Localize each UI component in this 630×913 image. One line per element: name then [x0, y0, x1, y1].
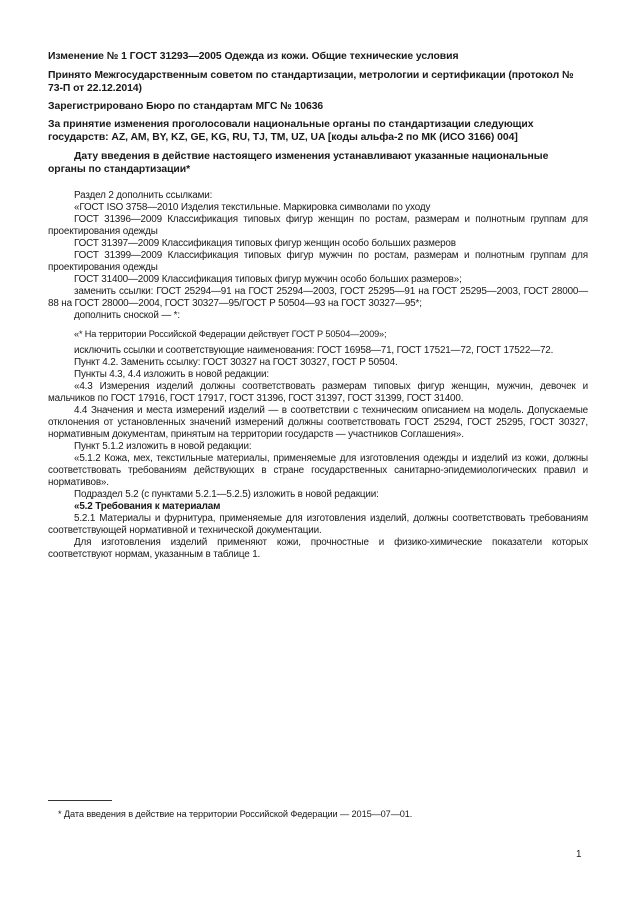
paragraph: 5.2.1 Материалы и фурнитура, применяемые для изготовления изделий, должны соответствовать требованиям соответствующей нормативной и технической документации.	[48, 513, 588, 537]
footnote-insert: «* На территории Российской Федерации действует ГОСТ Р 50504—2009»;	[74, 328, 387, 339]
footnote-divider	[48, 800, 112, 801]
document-title: Изменение № 1 ГОСТ 31293—2005 Одежда из кожи. Общие технические условия	[48, 51, 459, 62]
paragraph: «ГОСТ ISO 3758—2010 Изделия текстильные. Маркировка символами по уходу	[74, 202, 431, 214]
registration-info: Зарегистрировано Бюро по стандартам МГС № 10636	[48, 101, 324, 112]
paragraph: «5.1.2 Кожа, мех, текстильные материалы, применяемые для изготовления одежды и изделий из кожи, должны соответствовать требованиям действующих в стране государственных санитарно-эпидемиологических правил и нормативов».	[48, 452, 588, 489]
paragraph: ГОСТ 31400—2009 Классификация типовых фигур мужчин особо больших размеров»;	[74, 274, 462, 286]
effective-date-note: Дату введения в действие настоящего изменения устанавливают указанные национальные органы по стандартизации*	[48, 151, 549, 176]
paragraph: «4.3 Измерения изделий должны соответствовать размерам типовых фигур женщин, мужчин, девочек и мальчиков по ГОСТ 17916, ГОСТ 17917, ГОСТ 31396, ГОСТ 31397, ГОСТ 31399, ГОСТ 31400.	[48, 380, 588, 404]
paragraph: ГОСТ 31396—2009 Классификация типовых фигур женщин по ростам, размерам и полнотным группам для проектирования одежды	[48, 214, 588, 238]
paragraph: Для изготовления изделий применяют кожи, прочностные и физико-химические показатели которых соответствуют нормам, указанным в таблице 1.	[48, 537, 588, 561]
adoption-info: Принято Межгосударственным советом по стандартизации, метрологии и сертификации (протокол № 73-П от 22.12.2014)	[48, 70, 574, 95]
paragraph: Пункт 5.1.2 изложить в новой редакции:	[74, 440, 252, 452]
page-number: 1	[576, 849, 582, 860]
paragraph: 4.4 Значения и места измерений изделий — в соответствии с техническим описанием на модель. Допускаемые отклонения от установленных значений измерений должны соответствовать ГОСТ 25294, ГОСТ 25295, ГОСТ 30327, нормативным документам, принятым на территории государств — участников Соглашения».	[48, 404, 588, 440]
paragraph: заменить ссылки: ГОСТ 25294—91 на ГОСТ 25294—2003, ГОСТ 25295—91 на ГОСТ 25295—2003, ГОСТ 28000—88 на ГОСТ 28000—2004, ГОСТ 30327—95/ГОСТ Р 50504—93 на ГОСТ 30327—95*;	[48, 286, 588, 310]
paragraph: Пункт 4.2. Заменить ссылку: ГОСТ 30327 на ГОСТ 30327, ГОСТ Р 50504.	[74, 356, 398, 368]
paragraph: дополнить сноской — *:	[74, 310, 180, 322]
paragraph: Подраздел 5.2 (с пунктами 5.2.1—5.2.5) изложить в новой редакции:	[74, 489, 379, 501]
section-heading: «5.2 Требования к материалам	[74, 501, 221, 513]
paragraph: Пункты 4.3, 4.4 изложить в новой редакции:	[74, 368, 269, 380]
paragraph: Раздел 2 дополнить ссылками:	[74, 190, 213, 201]
paragraph: ГОСТ 31397—2009 Классификация типовых фигур женщин особо больших размеров	[74, 238, 456, 250]
paragraph: исключить ссылки и соответствующие наименования: ГОСТ 16958—71, ГОСТ 17521—72, ГОСТ 17522—72.	[74, 344, 554, 356]
paragraph: ГОСТ 31399—2009 Классификация типовых фигур мужчин по ростам, размерам и полнотным группам для проектирования одежды	[48, 250, 588, 274]
footnote: * Дата введения в действие на территории Российской Федерации — 2015—07—01.	[58, 809, 413, 819]
amendment-body	[48, 190, 588, 561]
voting-states: За принятие изменения проголосовали национальные органы по стандартизации следующих государств: AZ, AM, BY, KZ, GE, KG, RU, TJ, TM, UZ, UA [коды альфа-2 по МК (ИСО 3166) 004]	[48, 119, 534, 144]
